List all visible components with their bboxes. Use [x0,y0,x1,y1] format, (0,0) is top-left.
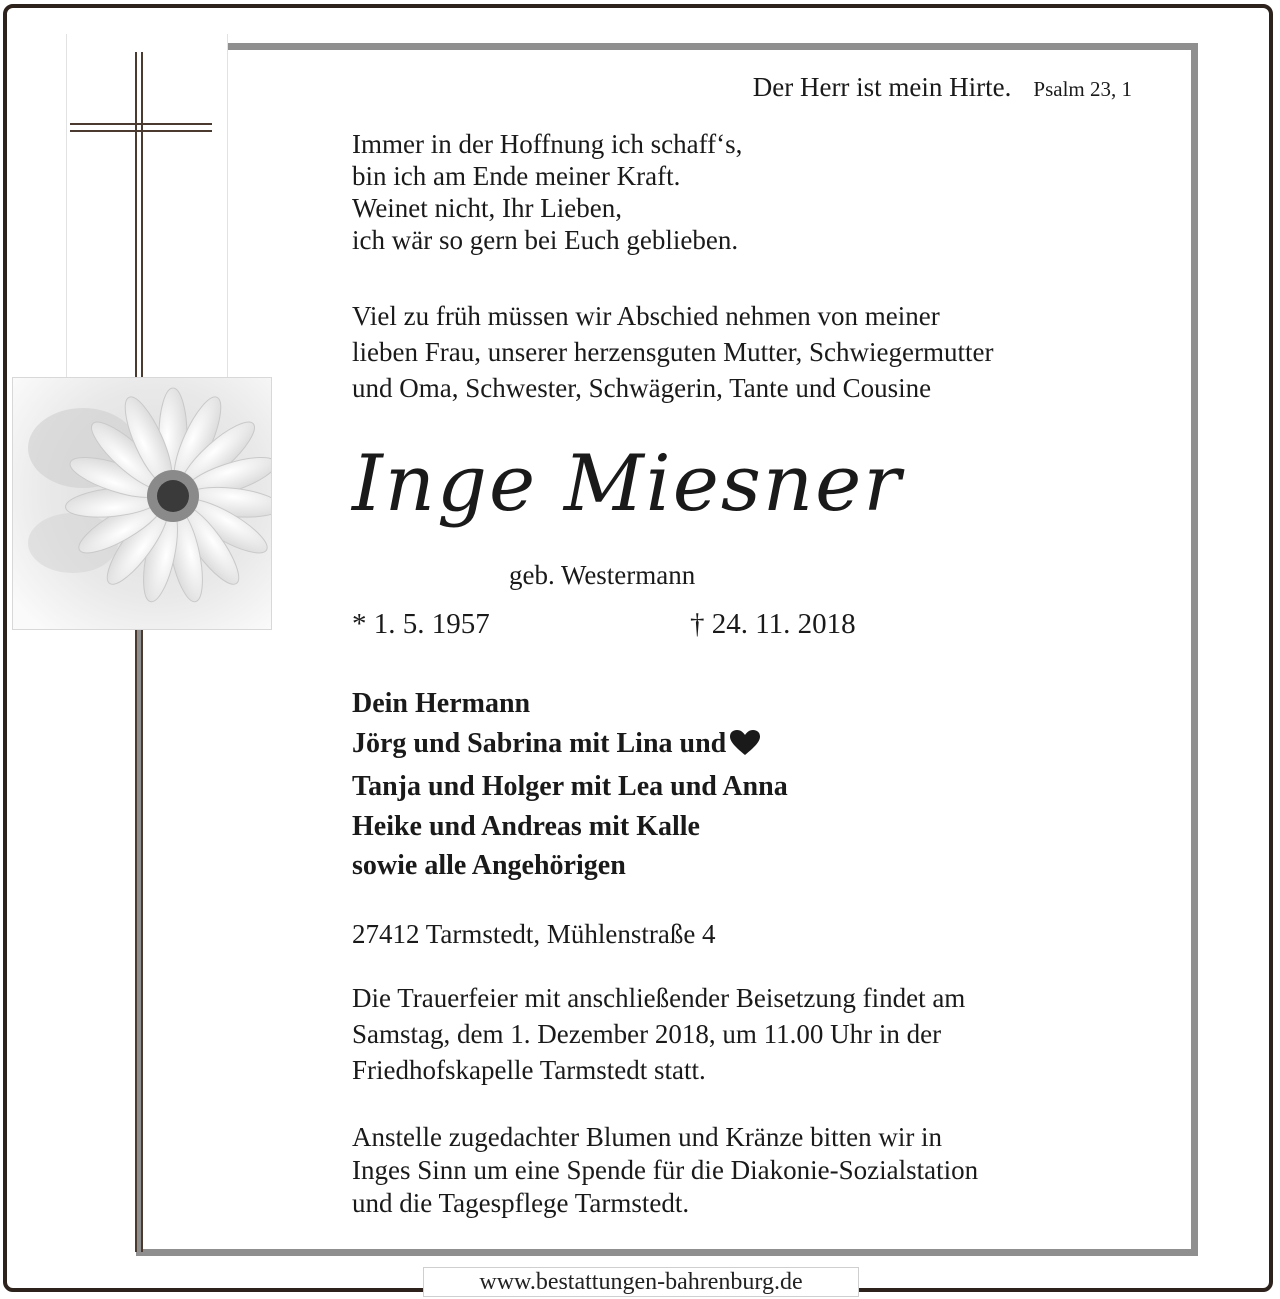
mourner-line [352,724,788,768]
donation-line: Anstelle zugedachter Blumen und Kränze bitten wir in [352,1122,943,1152]
intro-line: lieben Frau, unserer herzensguten Mutter, Schwiegermutter [352,337,994,367]
flower-drawing [13,378,272,630]
ceremony-notice [352,980,965,1088]
poem-line: Immer in der Hoffnung ich schaff‘s, [352,129,743,159]
mourner-line: Dein Hermann [352,688,531,719]
motto-text: Der Herr ist mein Hirte. [752,72,1012,102]
poem [352,128,742,256]
death-date: † 24. 11. 2018 [690,608,856,640]
cross-vertical-bar [135,52,143,1252]
gerbera-flower-image [12,377,272,630]
birth-date: * 1. 5. 1957 [352,608,490,640]
mourner-line: Heike und Andreas mit Kalle [352,810,700,842]
donation-line: und die Tagespflege Tarmstedt. [352,1188,690,1218]
mourners-list [352,684,788,886]
family-address: 27412 Tarmstedt, Mühlenstraße 4 [352,919,716,949]
psalm-motto [753,72,1132,103]
funeral-home-website[interactable]: www.bestattungen-bahrenburg.de [423,1267,859,1297]
intro-line: Viel zu früh müssen wir Abschied nehmen von meiner [352,301,940,331]
ceremony-line: Friedhofskapelle Tarmstedt statt. [352,1055,706,1085]
mourner-text: Jörg und Sabrina mit Lina und [352,727,727,759]
intro-line: und Oma, Schwester, Schwägerin, Tante und Cousine [352,373,932,403]
cross-panel [66,34,228,379]
heart-icon [730,728,760,768]
deceased-name: Inge Miesner [352,439,903,529]
mourner-line: sowie alle Angehörigen [352,850,626,881]
donation-request [352,1121,978,1220]
farewell-intro [352,298,993,406]
mourner-line: Tanja und Holger mit Lea und Anna [352,771,788,802]
donation-line: Inges Sinn um eine Spende für die Diakonie-Sozialstation [352,1155,979,1185]
motto-reference: Psalm 23, 1 [1033,77,1132,101]
cross-horizontal-bar [70,123,212,132]
poem-line: bin ich am Ende meiner Kraft. [352,161,681,191]
ceremony-line: Die Trauerfeier mit anschließender Beisetzung findet am [352,983,966,1013]
poem-line: ich wär so gern bei Euch geblieben. [352,225,739,255]
ceremony-line: Samstag, dem 1. Dezember 2018, um 11.00 Uhr in der [352,1019,942,1049]
poem-line: Weinet nicht, Ihr Lieben, [352,193,622,223]
birth-name: geb. Westermann [509,560,696,590]
